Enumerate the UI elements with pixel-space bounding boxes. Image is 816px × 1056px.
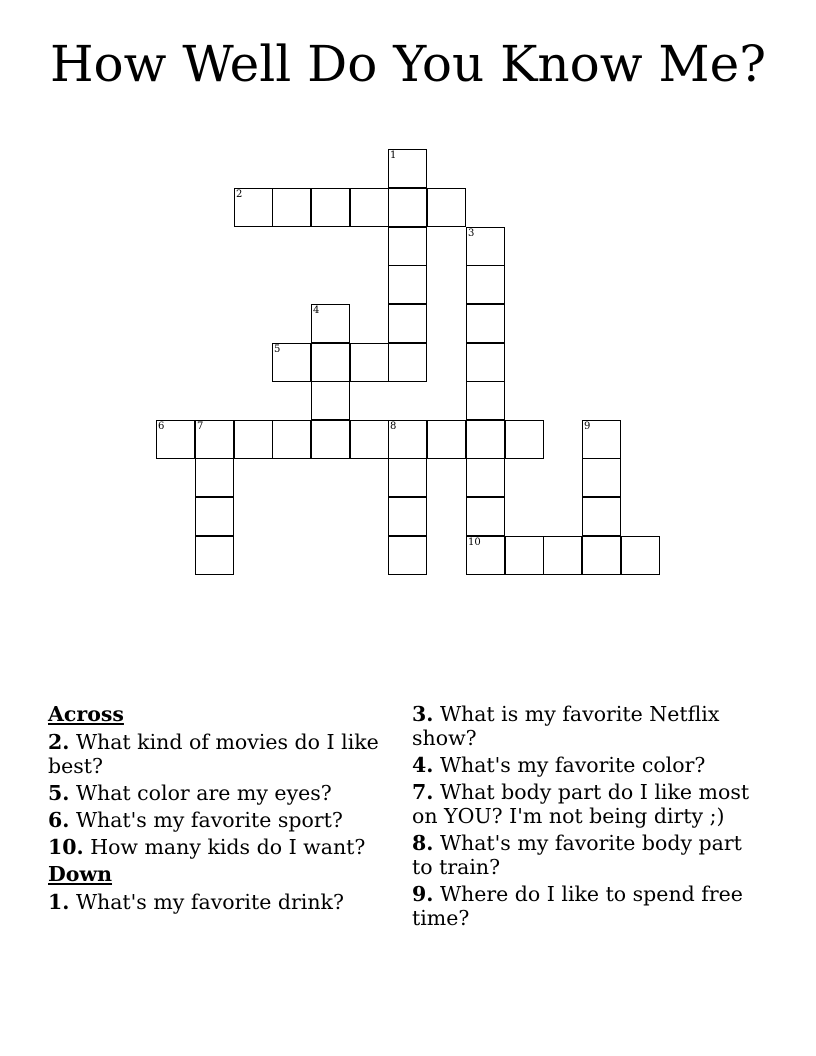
grid-cell[interactable] <box>388 149 427 188</box>
cell-input[interactable] <box>273 344 310 381</box>
grid-cell[interactable] <box>466 420 505 459</box>
clue-number: 8 <box>390 421 397 432</box>
grid-cell[interactable] <box>505 536 544 575</box>
cell-input[interactable] <box>196 498 233 535</box>
grid-cell[interactable] <box>543 536 582 575</box>
cell-input[interactable] <box>312 344 349 381</box>
grid-cell[interactable] <box>388 227 427 266</box>
grid-cell[interactable] <box>272 420 311 459</box>
cell-input[interactable] <box>196 459 233 496</box>
grid-cell[interactable] <box>388 497 427 536</box>
grid-cell[interactable] <box>466 381 505 420</box>
grid-cell[interactable] <box>466 343 505 382</box>
grid-cell[interactable] <box>195 420 234 459</box>
cell-input[interactable] <box>389 228 426 265</box>
cell-input[interactable] <box>312 421 349 458</box>
clue-number: 4 <box>313 305 320 316</box>
cell-input[interactable] <box>467 266 504 303</box>
cell-input[interactable] <box>351 421 388 458</box>
down-clue-3: 3. What is my favorite Netflix show? <box>412 702 720 750</box>
cell-input[interactable] <box>389 459 426 496</box>
cell-input[interactable] <box>389 266 426 303</box>
grid-cell[interactable] <box>311 420 350 459</box>
grid-cell[interactable] <box>582 420 621 459</box>
cell-input[interactable] <box>312 189 349 226</box>
cell-input[interactable] <box>467 305 504 342</box>
grid-cell[interactable] <box>195 497 234 536</box>
cell-input[interactable] <box>467 228 504 265</box>
down-clue-8: 8. What's my favorite body part to train? <box>412 831 742 879</box>
grid-cell[interactable] <box>350 188 389 227</box>
grid-cell[interactable] <box>505 420 544 459</box>
grid-cell[interactable] <box>234 420 273 459</box>
grid-cell[interactable] <box>388 458 427 497</box>
grid-cell[interactable] <box>195 458 234 497</box>
grid-cell[interactable] <box>272 188 311 227</box>
grid-cell[interactable] <box>466 304 505 343</box>
grid-cell[interactable] <box>272 343 311 382</box>
clue-number: 6 <box>158 421 165 432</box>
cell-input[interactable] <box>428 421 465 458</box>
across-clue-5: 5. What color are my eyes? <box>48 781 332 805</box>
grid-cell[interactable] <box>311 188 350 227</box>
cell-input[interactable] <box>506 537 543 574</box>
cell-input[interactable] <box>583 421 620 458</box>
down-clue-4: 4. What's my favorite color? <box>412 753 706 777</box>
cell-input[interactable] <box>506 421 543 458</box>
cell-input[interactable] <box>583 459 620 496</box>
across-clue-10: 10. How many kids do I want? <box>48 835 366 859</box>
cell-input[interactable] <box>351 344 388 381</box>
cell-input[interactable] <box>235 189 272 226</box>
grid-cell[interactable] <box>156 420 195 459</box>
down-clue-7: 7. What body part do I like most on YOU? I'm not being dirty ;) <box>412 780 750 828</box>
grid-cell[interactable] <box>350 420 389 459</box>
grid-cell[interactable] <box>582 536 621 575</box>
grid-cell[interactable] <box>388 536 427 575</box>
cell-input[interactable] <box>389 189 426 226</box>
grid-cell[interactable] <box>582 458 621 497</box>
grid-cell[interactable] <box>582 497 621 536</box>
cell-input[interactable] <box>196 537 233 574</box>
grid-cell[interactable] <box>466 536 505 575</box>
cell-input[interactable] <box>312 382 349 419</box>
down-clue-9: 9. Where do I like to spend free time? <box>412 882 743 930</box>
cell-input[interactable] <box>389 537 426 574</box>
grid-cell[interactable] <box>427 188 466 227</box>
cell-input[interactable] <box>389 150 426 187</box>
grid-cell[interactable] <box>466 497 505 536</box>
grid-cell[interactable] <box>621 536 660 575</box>
clue-number: 9 <box>584 421 591 432</box>
cell-input[interactable] <box>467 421 504 458</box>
cell-input[interactable] <box>467 459 504 496</box>
cell-input[interactable] <box>583 537 620 574</box>
cell-input[interactable] <box>389 344 426 381</box>
cell-input[interactable] <box>389 421 426 458</box>
across-clue-6: 6. What's my favorite sport? <box>48 808 343 832</box>
cell-input[interactable] <box>467 344 504 381</box>
clue-number: 2 <box>236 189 243 200</box>
grid-cell[interactable] <box>466 227 505 266</box>
cell-input[interactable] <box>389 498 426 535</box>
clues-column-right <box>412 702 757 933</box>
clue-number: 10 <box>468 537 481 548</box>
grid-cell[interactable] <box>350 343 389 382</box>
clue-number: 3 <box>468 228 475 239</box>
grid-cell[interactable] <box>388 343 427 382</box>
cell-input[interactable] <box>235 421 272 458</box>
grid-cell[interactable] <box>311 304 350 343</box>
cell-input[interactable] <box>428 189 465 226</box>
grid-cell[interactable] <box>388 304 427 343</box>
cell-input[interactable] <box>467 537 504 574</box>
cell-input[interactable] <box>196 421 233 458</box>
grid-cell[interactable] <box>195 536 234 575</box>
clues-column-left <box>48 702 393 917</box>
grid-cell[interactable] <box>427 420 466 459</box>
cell-input[interactable] <box>467 498 504 535</box>
down-heading: Down <box>48 862 113 886</box>
grid-cell[interactable] <box>388 188 427 227</box>
across-heading: Across <box>48 702 124 726</box>
grid-cell[interactable] <box>388 265 427 304</box>
cell-input[interactable] <box>389 305 426 342</box>
grid-cell[interactable] <box>388 420 427 459</box>
grid-cell[interactable] <box>311 381 350 420</box>
cell-input[interactable] <box>351 189 388 226</box>
grid-cell[interactable] <box>311 343 350 382</box>
cell-input[interactable] <box>467 382 504 419</box>
grid-cell[interactable] <box>466 265 505 304</box>
cell-input[interactable] <box>312 305 349 342</box>
clue-number: 7 <box>197 421 204 432</box>
cell-input[interactable] <box>157 421 194 458</box>
clue-number: 1 <box>390 150 397 161</box>
grid-cell[interactable] <box>466 458 505 497</box>
cell-input[interactable] <box>273 421 310 458</box>
grid-cell[interactable] <box>234 188 273 227</box>
page-title: How Well Do You Know Me? <box>49 35 767 93</box>
down-clue-1: 1. What's my favorite drink? <box>48 890 344 914</box>
cell-input[interactable] <box>544 537 581 574</box>
cell-input[interactable] <box>273 189 310 226</box>
across-clue-2: 2. What kind of movies do I like best? <box>48 730 379 778</box>
clue-number: 5 <box>274 344 281 355</box>
cell-input[interactable] <box>622 537 659 574</box>
cell-input[interactable] <box>583 498 620 535</box>
